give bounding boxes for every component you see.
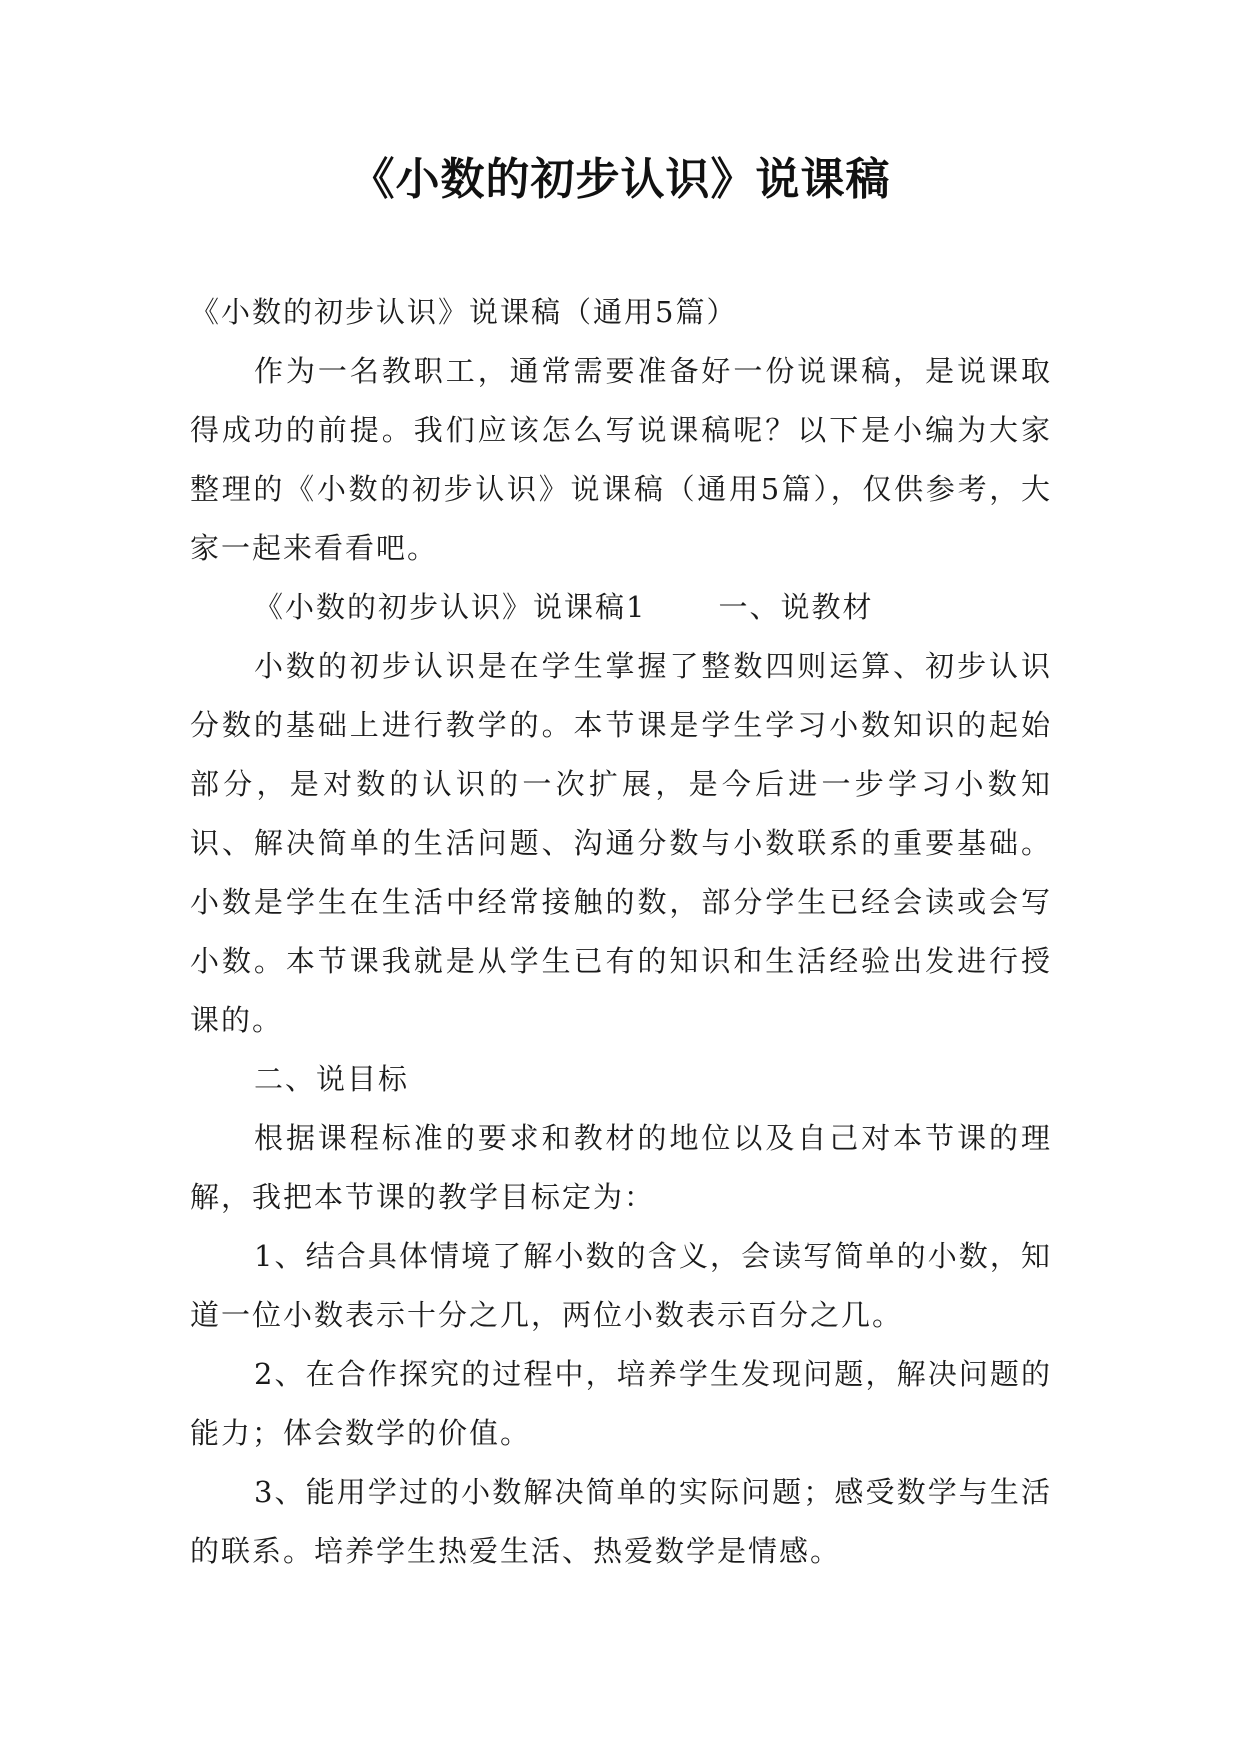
goal-1-paragraph: 1、结合具体情境了解小数的含义，会读写简单的小数，知道一位小数表示十分之几，两位小数表示百分之几。 bbox=[190, 1239, 1052, 1332]
part-2-heading: 二、说目标 bbox=[254, 1062, 410, 1096]
part-2-paragraph: 根据课程标准的要求和教材的地位以及自己对本节课的理解，我把本节课的教学目标定为： bbox=[190, 1121, 1052, 1214]
document-subtitle: 《小数的初步认识》说课稿（通用5篇） bbox=[190, 295, 738, 329]
section-1-heading-line bbox=[190, 578, 1052, 637]
part-1-heading: 一、说教材 bbox=[718, 590, 874, 624]
goal-2-paragraph: 2、在合作探究的过程中，培养学生发现问题，解决问题的能力；体会数学的价值。 bbox=[190, 1357, 1052, 1450]
goal-3-paragraph: 3、能用学过的小数解决简单的实际问题；感受数学与生活的联系。培养学生热爱生活、热爱数学是情感。 bbox=[190, 1475, 1052, 1568]
intro-paragraph: 作为一名教职工，通常需要准备好一份说课稿，是说课取得成功的前提。我们应该怎么写说课稿呢？以下是小编为大家整理的《小数的初步认识》说课稿（通用5篇），仅供参考，大家一起来看看吧。 bbox=[190, 354, 1052, 565]
document-title: 《小数的初步认识》说课稿 bbox=[350, 154, 891, 205]
section-1-title: 《小数的初步认识》说课稿1 bbox=[254, 590, 647, 624]
part-1-paragraph: 小数的初步认识是在学生掌握了整数四则运算、初步认识分数的基础上进行教学的。本节课是学生学习小数知识的起始部分，是对数的认识的一次扩展，是今后进一步学习小数知识、解决简单的生活问题、沟通分数与小数联系的重要基础。小数是学生在生活中经常接触的数，部分学生已经会读或会写小数。本节课我就是从学生已有的知识和生活经验出发进行授课的。 bbox=[190, 649, 1052, 1037]
document-body bbox=[190, 283, 1052, 1581]
